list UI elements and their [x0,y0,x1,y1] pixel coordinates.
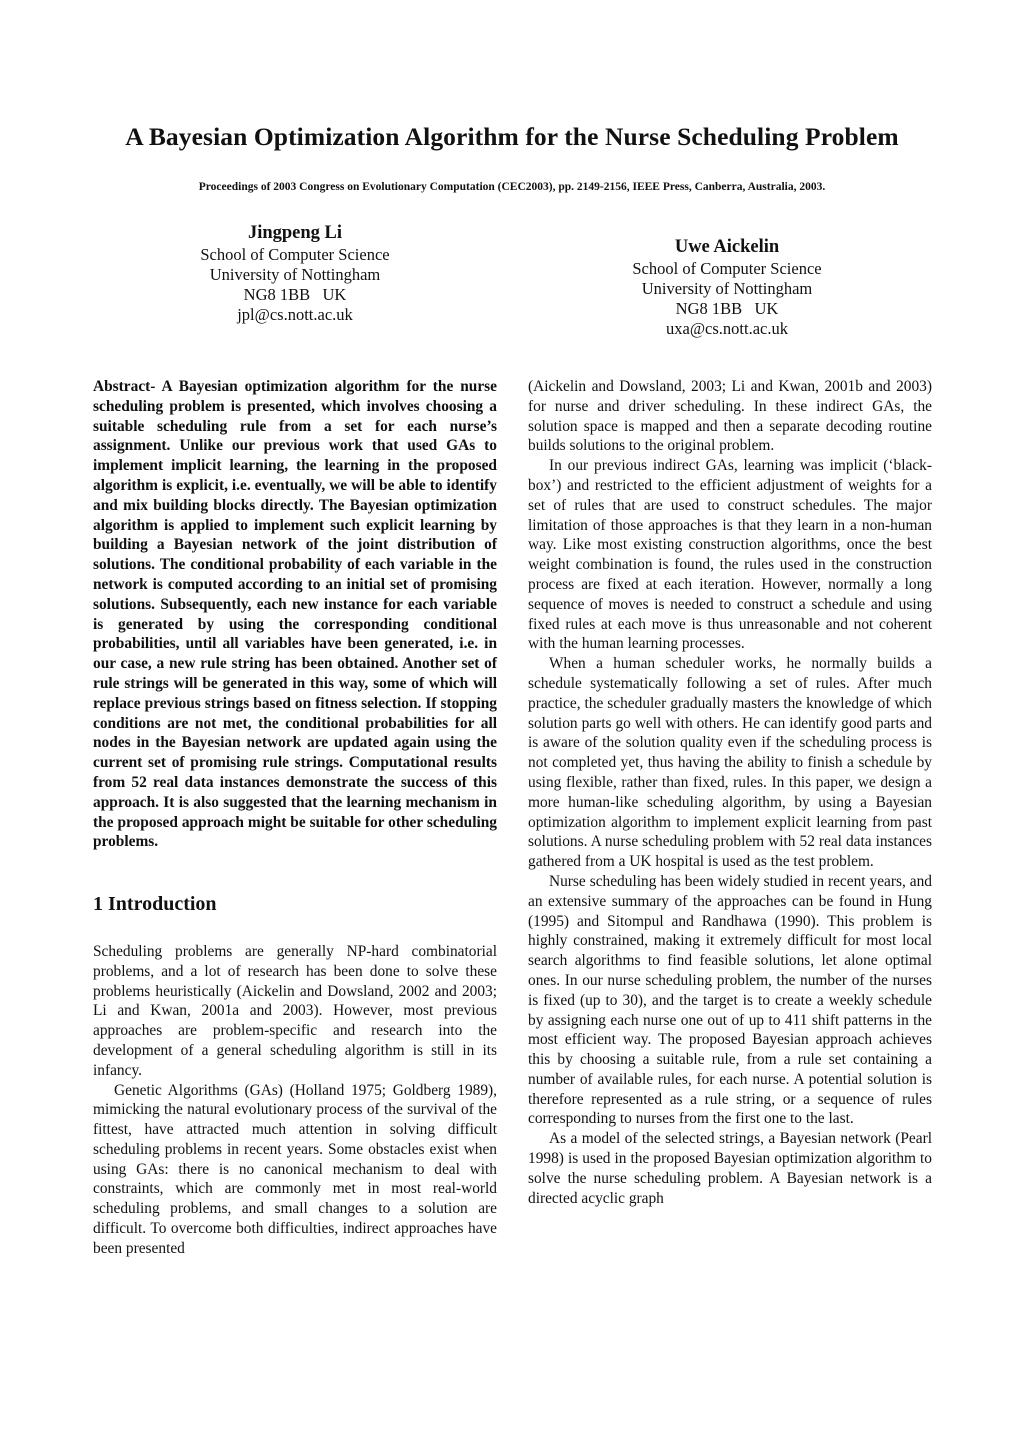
left-column [93,377,497,1259]
author-block-2 [592,236,862,339]
body-paragraph: When a human scheduler works, he normally builds a schedule systematically following a set of rules. After much practice, the scheduler gradually masters the knowledge of which solution parts go well with others. He can identify good parts and is aware of the solution quality even if the scheduling process is not completed yet, thus having the ability to finish a schedule by using flexible, rather than fixed, rules. In this paper, we design a more human-like scheduling algorithm, by using a Bayesian optimization algorithm to implement explicit learning from past solutions. A nurse scheduling problem with 52 real data instances gathered from a UK hospital is used as the test problem. [528,655,932,871]
author-university: University of Nottingham [641,279,813,298]
author-block-1 [160,222,430,325]
body-paragraph: (Aickelin and Dowsland, 2003; Li and Kwan, 2001b and 2003) for nurse and driver scheduling. In these indirect GAs, the solution space is mapped and then a separate decoding routine builds solutions to the original problem. [528,378,932,455]
body-paragraph: In our previous indirect GAs, learning was implicit (‘black-box’) and restricted to the efficient adjustment of weights for a set of rules that are used to construct schedules. The major limitation of those approaches is that they learn in a non-human way. Like most existing construction algorithms, once the best weight combination is found, the rules used in the construction process are fixed at each iteration. However, normally a long sequence of moves is needed to construct a schedule and using fixed rules at each move is thus unreasonable and not coherent with the human learning processes. [528,457,932,653]
intro-paragraph: Scheduling problems are generally NP-hard combinatorial problems, and a lot of research has been done to solve these problems heuristically (Aickelin and Dowsland, 2002 and 2003; Li and Kwan, 2001a and 2003). However, most previous approaches are problem-specific and research into the development of a general scheduling algorithm is still in its infancy. [93,942,497,1079]
body-paragraph: As a model of the selected strings, a Bayesian network (Pearl 1998) is used in the proposed Bayesian optimization algorithm to solve the nurse scheduling problem. A Bayesian network is a directed acyclic graph [528,1130,932,1207]
author-email: uxa@cs.nott.ac.uk [666,319,788,338]
author-department: School of Computer Science [632,259,822,278]
section-heading-introduction: 1 Introduction [93,893,217,916]
right-column [528,377,932,1208]
author-university: University of Nottingham [209,265,381,284]
author-postcode: NG8 1BB UK [675,299,779,318]
intro-paragraph: Genetic Algorithms (GAs) (Holland 1975; Goldberg 1989), mimicking the natural evolutionary process of the survival of the fittest, have attracted much attention in solving difficult scheduling problems in recent years. Some obstacles exist when using GAs: there is no canonical mechanism to deal with constraints, which are commonly met in most real-world scheduling problems, and small changes to a solution are difficult. To overcome both difficulties, indirect approaches have been presented [93,1081,497,1257]
author-email: jpl@cs.nott.ac.uk [237,305,353,324]
paper-title: A Bayesian Optimization Algorithm for the Nurse Scheduling Problem [125,122,899,151]
abstract: Abstract- A Bayesian optimization algorithm for the nurse scheduling problem is presented, which involves choosing a suitable scheduling rule from a set for each nurse’s assignment. Unlike our previous work that used GAs to implement implicit learning, the learning in the proposed algorithm is explicit, i.e. eventually, we will be able to identify and mix building blocks directly. The Bayesian optimization algorithm is applied to implement such explicit learning by building a Bayesian network of the joint distribution of solutions. The conditional probability of each variable in the network is computed according to an initial set of promising solutions. Subsequently, each new instance for each variable is generated by using the corresponding conditional probabilities, until all variables have been generated, i.e. in our case, a new rule string has been obtained. Another set of rule strings will be generated in this way, some of which will replace previous strings based on fitness selection. If stopping conditions are not met, the conditional probabilities for all nodes in the Bayesian network are updated again using the current set of promising rule strings. Computational results from 52 real data instances demonstrate the success of this approach. It is also suggested that the learning mechanism in the proposed approach might be suitable for other scheduling problems. [93,378,497,851]
body-paragraph: Nurse scheduling has been widely studied in recent years, and an extensive summary of the approaches can be found in Hung (1995) and Sitompul and Randhawa (1990). This problem is highly constrained, making it extremely difficult for most local search algorithms to find feasible solutions, let alone optimal ones. In our nurse scheduling problem, the number of the nurses is fixed (up to 30), and the target is to create a weekly schedule by assigning each nurse one out of up to 411 shift patterns in the most efficient way. The proposed Bayesian approach achieves this by choosing a suitable rule, from a rule set containing a number of available rules, for each nurse. A potential solution is therefore represented as a rule string, or a sequence of rules corresponding to nurses from the first one to the last. [528,872,932,1128]
proceedings-line: Proceedings of 2003 Congress on Evolutionary Computation (CEC2003), pp. 2149-2156, IEEE Press, Canberra, Australia, 2003. [198,181,826,193]
author-name: Uwe Aickelin [674,237,780,257]
author-department: School of Computer Science [200,245,390,264]
author-postcode: NG8 1BB UK [243,285,347,304]
author-name: Jingpeng Li [247,223,343,243]
